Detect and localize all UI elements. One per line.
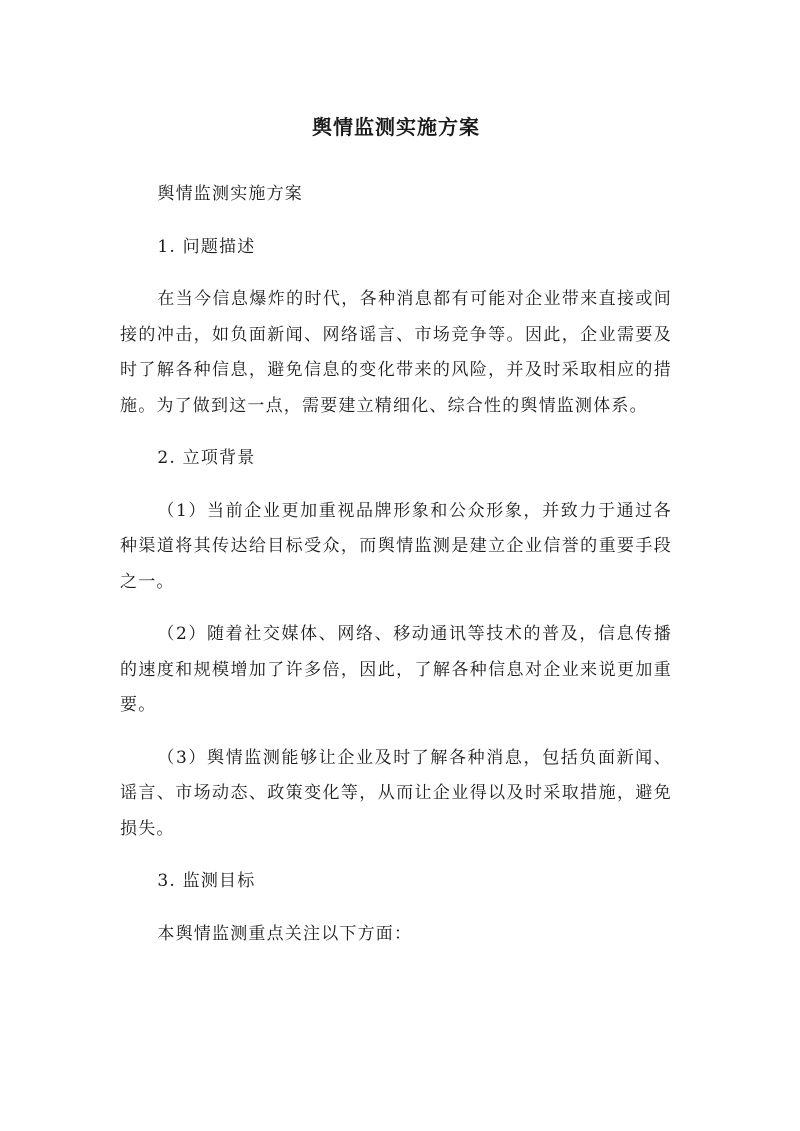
document-title: 舆情监测实施方案	[312, 115, 480, 139]
paragraph-background-2: （2）随着社交媒体、网络、移动通讯等技术的普及，信息传播的速度和规模增加了许多倍，因此，了解各种信息对企业来说更加重要。	[120, 624, 672, 715]
section-heading-background: 2. 立项背景	[157, 448, 256, 468]
document-subtitle: 舆情监测实施方案	[157, 184, 303, 204]
section-heading-targets: 3. 监测目标	[157, 871, 256, 891]
paragraph-background-3: （3）舆情监测能够让企业及时了解各种消息，包括负面新闻、谣言、市场动态、政策变化等，从而让企业得以及时采取措施，避免损失。	[120, 747, 672, 839]
section-heading-problem: 1. 问题描述	[157, 236, 256, 257]
paragraph-background-1: （1）当前企业更加重视品牌形象和公众形象，并致力于通过各种渠道将其传达给目标受众，而舆情监测是建立企业信誉的重要手段之一。	[120, 500, 672, 592]
paragraph-problem: 在当今信息爆炸的时代，各种消息都有可能对企业带来直接或间接的冲击，如负面新闻、网络谣言、市场竞争等。因此，企业需要及时了解各种信息，避免信息的变化带来的风险，并及时采取相应的措施。为了做到这一点，需要建立精细化、综合性的舆情监测体系。	[120, 289, 672, 416]
paragraph-targets-intro: 本舆情监测重点关注以下方面：	[157, 923, 413, 944]
